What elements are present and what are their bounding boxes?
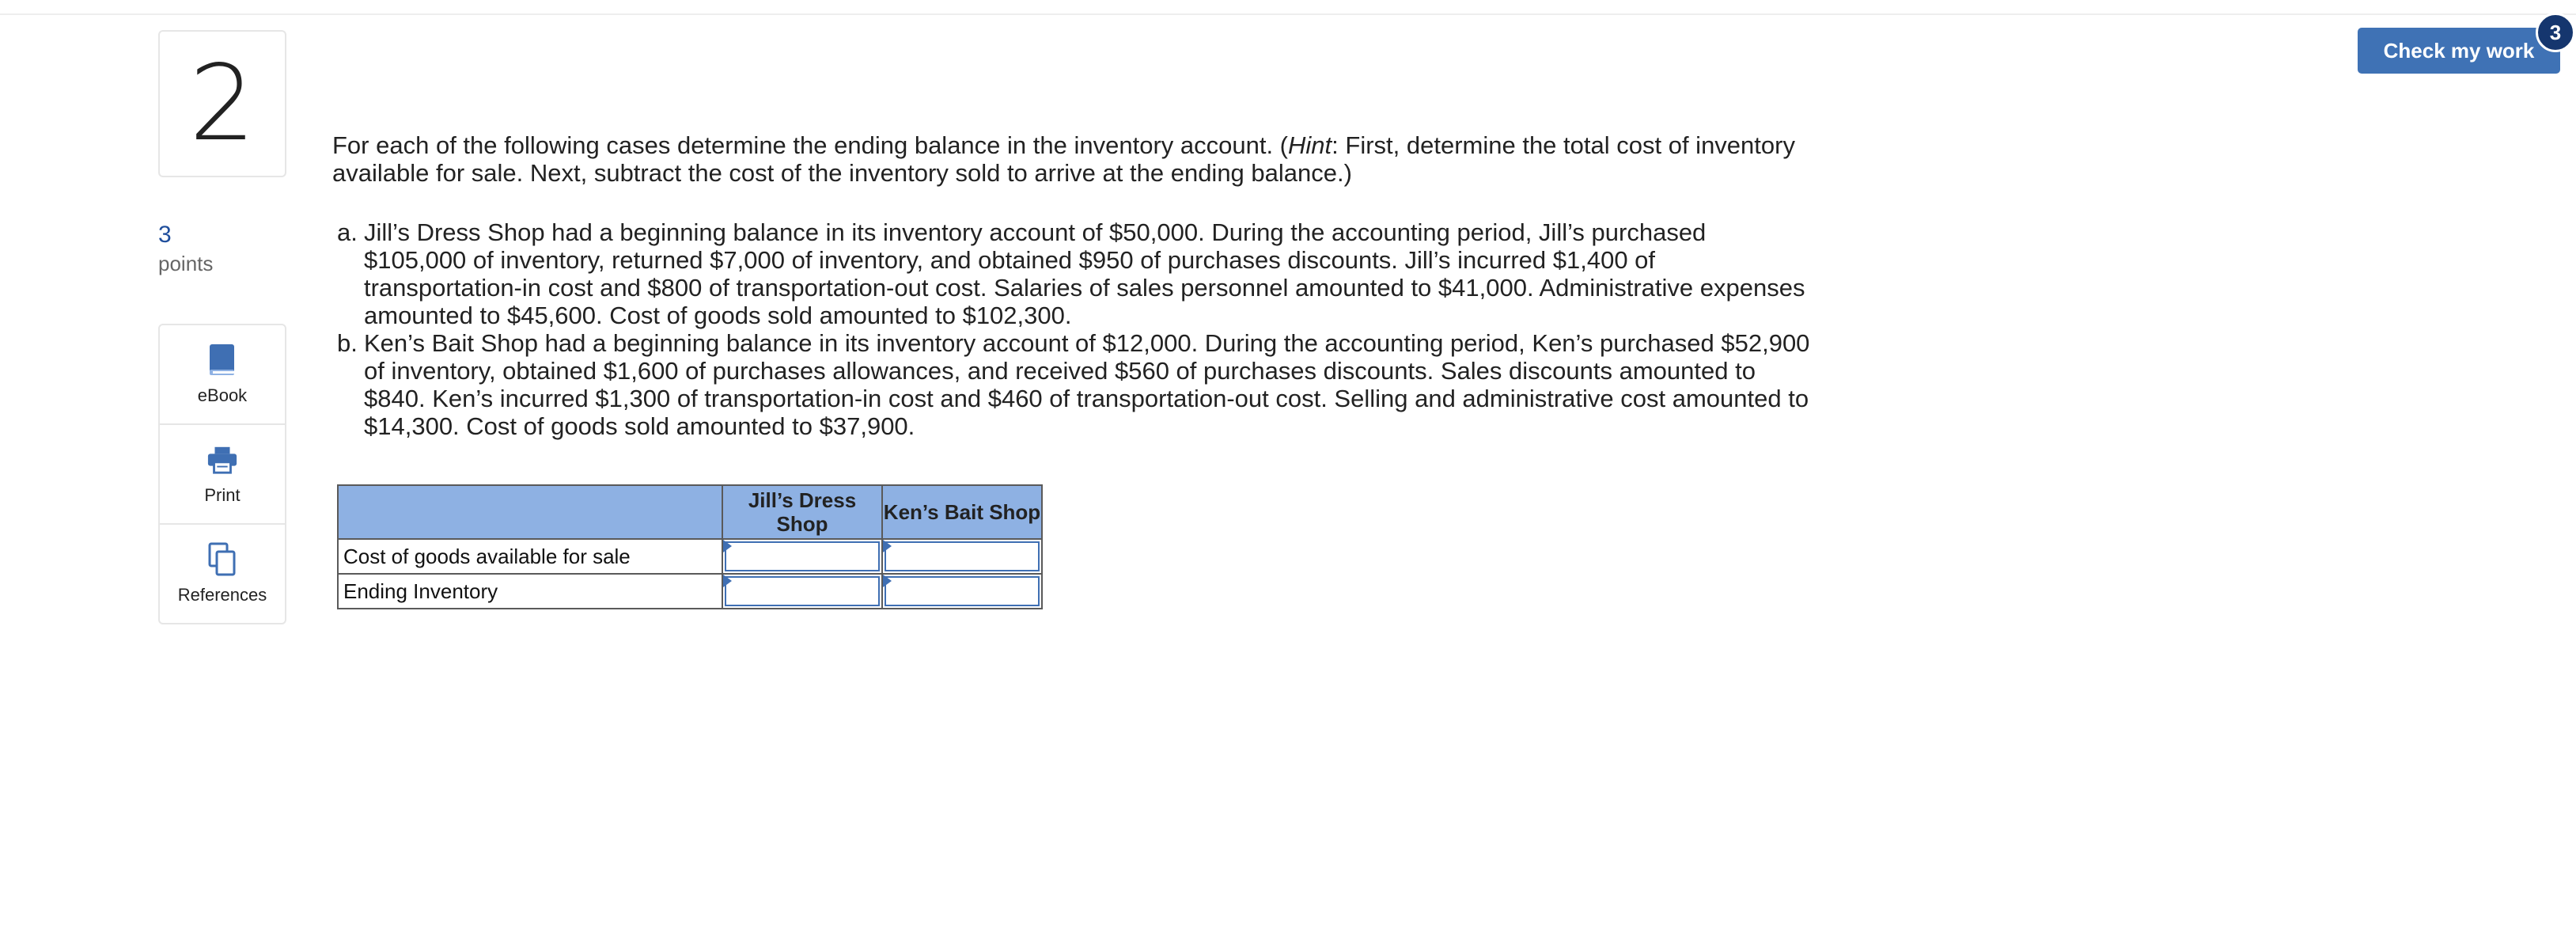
printer-icon: [206, 442, 238, 477]
question-number-box: [158, 30, 286, 177]
top-divider: [0, 13, 2576, 15]
answer-table: [337, 484, 1043, 609]
case-a: [332, 218, 1812, 329]
case-b: [332, 329, 1812, 440]
references-label: References: [177, 585, 267, 605]
question-prompt: [332, 131, 1812, 187]
header-blank: [338, 485, 722, 539]
answer-cell: [722, 574, 882, 609]
question-number: 2: [189, 43, 256, 165]
prompt-text-start: For each of the following cases determine the ending balance in the inventory account. (: [332, 131, 1289, 159]
header-jills-dress-shop: Jill’s Dress Shop: [722, 485, 882, 539]
answer-cell: [882, 539, 1042, 574]
print-button[interactable]: [160, 423, 285, 523]
points-label: points: [158, 252, 214, 275]
table-header-row: [338, 485, 1042, 539]
case-letter: b.: [337, 329, 358, 357]
attempts-badge: 3: [2536, 13, 2575, 52]
print-label: Print: [204, 485, 241, 505]
row-label: Cost of goods available for sale: [338, 539, 722, 574]
hint-label: Hint: [1288, 131, 1332, 159]
kens-ending-inventory-input[interactable]: [886, 578, 1038, 605]
cell-flag-icon: [723, 575, 732, 587]
answer-input-box: [885, 541, 1040, 571]
cell-flag-icon: [723, 540, 732, 552]
points-value: 3: [158, 222, 172, 248]
table-row: [338, 574, 1042, 609]
answer-input-box: [885, 576, 1040, 606]
case-list: [332, 218, 1812, 440]
copy-icon: [206, 542, 238, 577]
ebook-button[interactable]: [160, 325, 285, 423]
row-label: Ending Inventory: [338, 574, 722, 609]
points-info: [158, 222, 213, 277]
cell-flag-icon: [883, 575, 892, 587]
prompt-text-end: : First, determine the total cost of inventory available for sale. Next, subtract the cost of the inventory sold to arrive at the ending balance.): [332, 131, 1795, 187]
table-row: [338, 539, 1042, 574]
book-icon: [206, 343, 238, 378]
ebook-label: eBook: [197, 385, 248, 405]
check-my-work-button[interactable]: Check my work: [2358, 28, 2560, 74]
tools-panel: [158, 324, 286, 624]
references-button[interactable]: [160, 523, 285, 623]
jills-ending-inventory-input[interactable]: [726, 578, 878, 605]
cell-flag-icon: [883, 540, 892, 552]
header-kens-bait-shop: Ken’s Bait Shop: [882, 485, 1042, 539]
answer-cell: [722, 539, 882, 574]
answer-input-box: [725, 541, 880, 571]
case-text: Ken’s Bait Shop had a beginning balance in its inventory account of $12,000. During the accounting period, Ken’s purchased $52,900 of inventory, obtained $1,600 of purchases allowances, and received $560 of purchases discounts. Sales discounts amounted to $840. Ken’s incurred $1,300 of transportation-in cost and $460 of transportation-out cost. Selling and administrative cost amounted to $14,300. Cost of goods sold amounted to $37,900.: [364, 329, 1810, 440]
case-text: Jill’s Dress Shop had a beginning balance in its inventory account of $50,000. During the accounting period, Jill’s purchased $105,000 of inventory, returned $7,000 of inventory, and obtained $950 of purchases discounts. Jill’s incurred $1,400 of transportation-in cost and $800 of transportation-out cost. Salaries of sales personnel amounted to $41,000. Administrative expenses amounted to $45,600. Cost of goods sold amounted to $102,300.: [364, 218, 1805, 329]
kens-cost-available-input[interactable]: [886, 543, 1038, 570]
case-letter: a.: [337, 218, 358, 246]
jills-cost-available-input[interactable]: [726, 543, 878, 570]
answer-cell: [882, 574, 1042, 609]
answer-input-box: [725, 576, 880, 606]
question-content: [332, 131, 1812, 440]
